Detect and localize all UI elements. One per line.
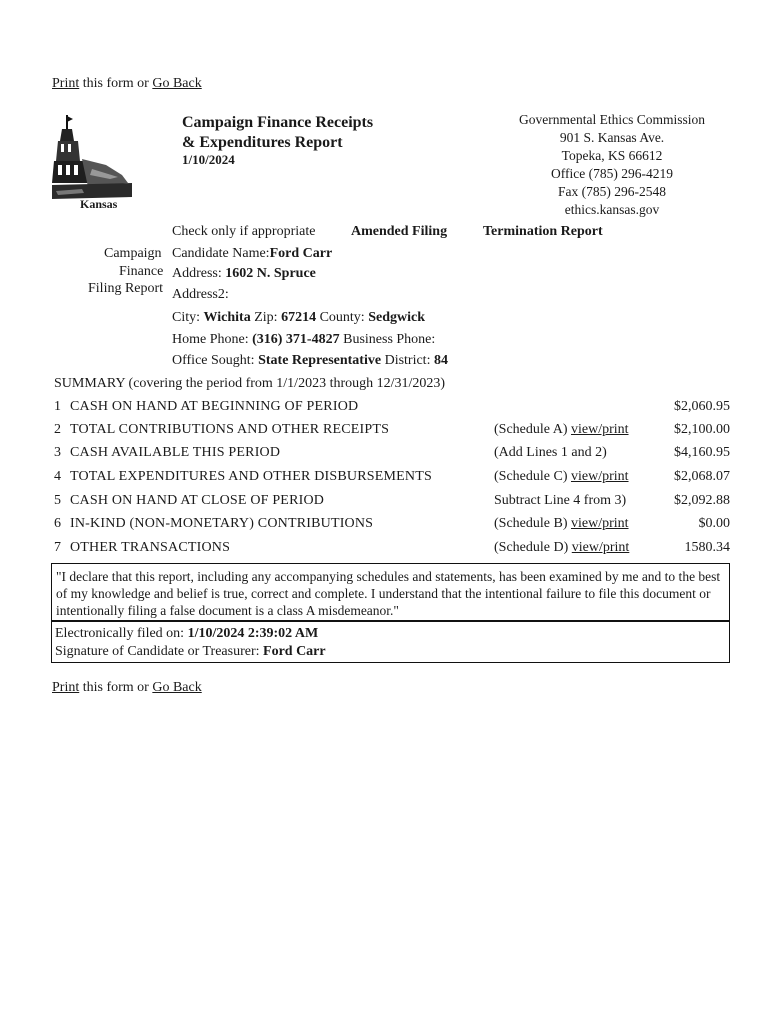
summary-row	[54, 516, 730, 538]
row-amount: $4,160.95	[674, 445, 730, 460]
phone-line	[172, 332, 435, 348]
county-value: Sedgwick	[368, 310, 425, 325]
home-phone-value: (316) 371-4827	[252, 332, 340, 347]
report-title-line2: & Expenditures Report	[182, 134, 343, 151]
filed-on-line	[55, 625, 725, 643]
nav-separator-text: this form or	[79, 680, 153, 695]
summary-heading: SUMMARY (covering the period from 1/1/2023 through 12/31/2023)	[54, 376, 446, 391]
home-phone-label: Home Phone:	[172, 332, 249, 347]
candidate-name-label: Candidate Name:	[172, 246, 270, 261]
commission-city: Topeka, KS 66612	[561, 148, 663, 163]
summary-row	[54, 399, 730, 421]
schedule-label: (Schedule A)	[494, 422, 571, 437]
district-value: 84	[433, 353, 448, 368]
termination-report-label: Termination Report	[483, 224, 603, 239]
report-date: 1/10/2024	[182, 152, 235, 167]
seal-caption: Kansas	[80, 197, 118, 211]
commission-street: 901 S. Kansas Ave.	[559, 130, 665, 145]
candidate-name-value: Ford Carr	[269, 246, 333, 261]
report-title	[182, 113, 373, 153]
address2-label: Address2:	[172, 287, 229, 302]
row-description: OTHER TRANSACTIONS	[70, 540, 231, 555]
go-back-link-top[interactable]: Go Back	[152, 76, 202, 91]
schedule-label: (Schedule D)	[494, 540, 572, 555]
county-label: County:	[319, 310, 365, 325]
commission-address	[490, 111, 734, 219]
report-title-line1: Campaign Finance Receipts	[182, 114, 374, 131]
top-nav	[52, 76, 202, 92]
row-number: 1	[54, 399, 61, 414]
print-link-top[interactable]: Print	[52, 76, 80, 91]
address-label: Address:	[172, 266, 222, 281]
row-description: CASH AVAILABLE THIS PERIOD	[70, 445, 281, 460]
side-label-finance: Finance	[119, 264, 164, 279]
row-schedule	[494, 422, 629, 438]
row-amount: 1580.34	[684, 540, 730, 555]
schedule-label: (Schedule C)	[494, 469, 571, 484]
zip-value: 67214	[281, 310, 317, 325]
summary-row	[54, 540, 730, 562]
address-value: 1602 N. Spruce	[225, 266, 316, 281]
declaration-box	[51, 563, 730, 621]
amended-filing-label: Amended Filing	[351, 224, 448, 239]
row-amount: $2,068.07	[674, 469, 730, 484]
kansas-seal-logo	[52, 113, 132, 213]
schedule-b-view-print-link[interactable]: view/print	[570, 516, 629, 531]
row-amount: $2,060.95	[674, 399, 730, 414]
filing-signature-box	[51, 621, 730, 663]
commission-fax: Fax (785) 296-2548	[558, 184, 666, 199]
declaration-text: "I declare that this report, including any accompanying schedules and statements, has been examined by me and to the best of my knowledge and belief is true, correct and complete. I understand that the intentional failure to file this document or intentionally filing a false document is a class A misdemeanor."	[56, 569, 721, 618]
city-label: City:	[172, 310, 201, 325]
commission-website: ethics.kansas.gov	[564, 202, 660, 217]
candidate-name-line	[172, 246, 332, 262]
row-number: 6	[54, 516, 61, 531]
row-description: CASH ON HAND AT BEGINNING OF PERIOD	[70, 399, 359, 414]
side-label-campaign: Campaign	[104, 246, 162, 261]
row-description: TOTAL EXPENDITURES AND OTHER DISBURSEMENTS	[70, 469, 432, 484]
office-sought-label: Office Sought:	[172, 353, 255, 368]
zip-label: Zip:	[254, 310, 278, 325]
row-amount: $2,100.00	[674, 422, 730, 437]
row-number: 3	[54, 445, 61, 460]
business-phone-label: Business Phone:	[343, 332, 436, 347]
check-prompt: Check only if appropriate	[172, 224, 316, 239]
summary-row	[54, 422, 730, 444]
signature-label: Signature of Candidate or Treasurer:	[55, 644, 260, 659]
row-schedule	[494, 469, 629, 485]
summary-row	[54, 445, 730, 467]
row-amount: $2,092.88	[674, 493, 730, 508]
row-number: 7	[54, 540, 61, 555]
row-number: 2	[54, 422, 61, 437]
row-description: TOTAL CONTRIBUTIONS AND OTHER RECEIPTS	[70, 422, 390, 437]
city-line	[172, 310, 425, 326]
filed-on-value: 1/10/2024 2:39:02 AM	[187, 626, 319, 641]
city-value: Wichita	[203, 310, 251, 325]
print-link-bottom[interactable]: Print	[52, 680, 80, 695]
go-back-link-bottom[interactable]: Go Back	[152, 680, 202, 695]
row-schedule: Subtract Line 4 from 3)	[494, 493, 627, 508]
bottom-nav	[52, 680, 202, 696]
row-schedule	[494, 540, 629, 556]
commission-name: Governmental Ethics Commission	[519, 112, 705, 127]
nav-separator-text: this form or	[79, 76, 153, 91]
row-schedule	[494, 516, 629, 532]
signature-value: Ford Carr	[263, 644, 326, 659]
row-number: 5	[54, 493, 61, 508]
address2-line	[172, 287, 229, 303]
schedule-a-view-print-link[interactable]: view/print	[570, 422, 629, 437]
district-label: District:	[384, 353, 431, 368]
filed-on-label: Electronically filed on:	[55, 626, 185, 641]
row-description: CASH ON HAND AT CLOSE OF PERIOD	[70, 493, 325, 508]
office-sought-value: State Representative	[258, 353, 382, 368]
summary-row	[54, 469, 730, 491]
row-amount: $0.00	[698, 516, 730, 531]
row-schedule: (Add Lines 1 and 2)	[494, 445, 607, 460]
office-line	[172, 353, 448, 369]
summary-row	[54, 493, 730, 515]
side-label-filing-report: Filing Report	[88, 281, 164, 296]
schedule-label: (Schedule B)	[494, 516, 571, 531]
row-number: 4	[54, 469, 61, 484]
address-line	[172, 266, 316, 282]
schedule-d-view-print-link[interactable]: view/print	[571, 540, 630, 555]
schedule-c-view-print-link[interactable]: view/print	[570, 469, 629, 484]
commission-office-phone: Office (785) 296-4219	[551, 166, 673, 181]
signature-line	[55, 643, 725, 661]
row-description: IN-KIND (NON-MONETARY) CONTRIBUTIONS	[70, 516, 374, 531]
